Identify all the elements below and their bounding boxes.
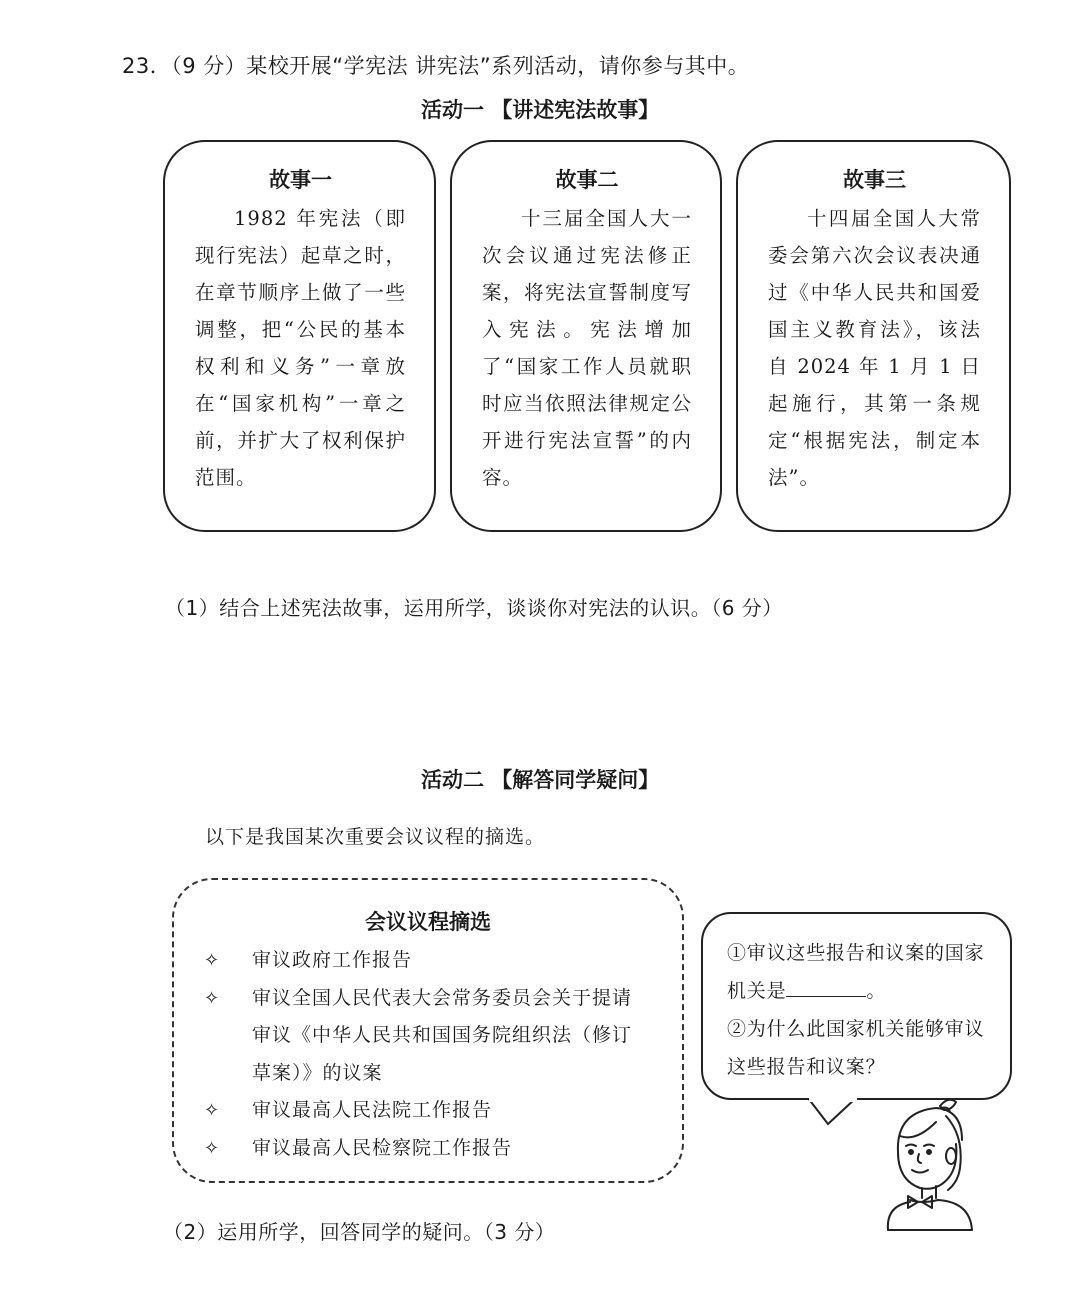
bubble-tail-cover <box>809 1096 857 1102</box>
sparkle-bullet-icon: ✧ <box>204 987 221 1009</box>
subquestion-2: （2）运用所学，回答同学的疑问。（3 分） <box>163 1220 556 1244</box>
sparkle-bullet-icon: ✧ <box>204 950 221 971</box>
story-title: 故事三 <box>843 168 906 192</box>
speech-bubble <box>701 912 1012 1100</box>
agenda-item: ✧ 审议最高人民法院工作报告 <box>204 1092 644 1130</box>
bubble-question-1: ①审议这些报告和议案的国家机关是 。 <box>727 942 985 1002</box>
sparkle-bullet-icon: ✧ <box>204 1137 221 1159</box>
activity2-title: 活动二 【解答同学疑问】 <box>421 768 660 792</box>
story-card-3 <box>736 140 1011 532</box>
sparkle-bullet-icon: ✧ <box>204 1100 221 1121</box>
story-text: 十四届全国人大常委会第六次会议表决通过《中华人民共和国爱国主义教育法》，该法自 2024 年 1 月 1 日起施行，其第一条规定“根据宪法，制定本法”。 <box>768 207 981 489</box>
bubble-question-2: ②为什么此国家机关能够审议这些报告和议案？ <box>727 1018 985 1078</box>
agenda-item: ✧ 审议全国人民代表大会常务委员会关于提请审议《中华人民共和国国务院组织法（修订草案）》的议案 <box>204 980 644 1093</box>
story-title: 故事一 <box>269 168 332 192</box>
activity1-title: 活动一 【讲述宪法故事】 <box>421 98 660 122</box>
agenda-item: ✧ 审议最高人民检察院工作报告 <box>204 1130 644 1168</box>
activity2-intro: 以下是我国某次重要会议议程的摘选。 <box>205 826 546 848</box>
story-title: 故事二 <box>555 168 619 192</box>
question-header: 23．（9 分）某校开展“学宪法 讲宪法”系列活动，请你参与其中。 <box>122 54 750 78</box>
story-card-2 <box>450 140 722 532</box>
story-text: 十三届全国人大一次会议通过宪法修正案，将宪法宣誓制度写入宪法。宪法增加了“国家工作人员就职时应当依照法律规定公开进行宪法宣誓”的内容。 <box>482 207 692 489</box>
subquestion-1: （1）结合上述宪法故事，运用所学，谈谈你对宪法的认识。（6 分） <box>165 596 783 620</box>
agenda-item: ✧ 审议政府工作报告 <box>204 942 644 980</box>
story-text: 1982 年宪法（即现行宪法）起草之时，在章节顺序上做了一些调整，把“公民的基本权利和义务”一章放在“国家机构”一章之前，并扩大了权利保护范围。 <box>195 207 406 489</box>
agenda-title: 会议议程摘选 <box>365 910 491 934</box>
agenda-box <box>172 878 684 1183</box>
answer-blank[interactable] <box>786 972 866 997</box>
agenda-list <box>204 942 644 1167</box>
story-card-1 <box>163 140 436 532</box>
student-girl-icon <box>880 1096 980 1232</box>
